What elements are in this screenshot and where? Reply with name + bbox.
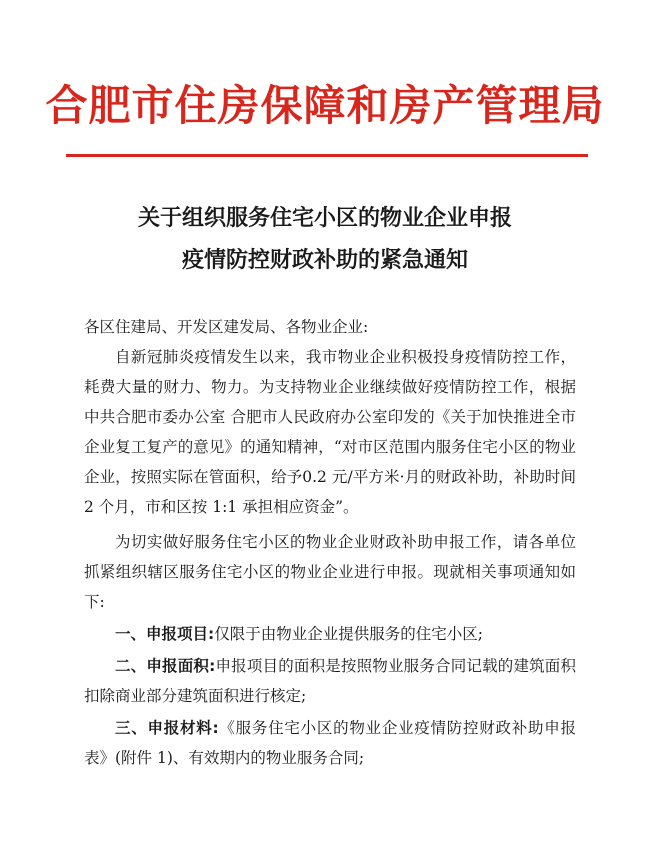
list-item-label: 三、申报材料:	[115, 719, 219, 737]
list-item-label: 二、申报面积:	[115, 657, 216, 675]
list-item-text: 申报项目的面积是按照物业服务合同记载的建筑面积扣除商业部分建筑面积进行核定;	[84, 657, 576, 705]
list-item-materials	[84, 713, 576, 773]
list-item-area	[84, 651, 576, 711]
list-item-project	[84, 619, 576, 649]
red-divider-line	[66, 154, 588, 157]
issuing-authority-header: 合肥市住房保障和房产管理局	[45, 81, 605, 130]
paragraph-instructions: 为切实做好服务住宅小区的物业企业财政补助申报工作，请各单位抓紧组织辖区服务住宅小区的物业企业进行申报。现就相关事项通知如下:	[84, 533, 576, 611]
document-body	[84, 312, 576, 773]
paragraph-background: 自新冠肺炎疫情发生以来，我市物业企业积极投身疫情防控工作，耗费大量的财力、物力。为支持物业企业继续做好疫情防控工作，根据中共合肥市委办公室 合肥市人民政府办公室印发的《关于加快推进全市企业复工复产的意见》的通知精神，“对市区范围内服务住宅小区的物业企业，按照实际在管面积，给予0.2 元/平方米·月的财政补助，补助时间 2 个月，市和区按 1:1 承担相应资金”。	[84, 348, 576, 516]
list-item-text: 仅限于由物业企业提供服务的住宅小区;	[214, 625, 483, 643]
document-title-line1: 关于组织服务住宅小区的物业企业申报	[137, 205, 512, 231]
salutation: 各区住建局、开发区建发局、各物业企业:	[84, 318, 369, 336]
list-item-label: 一、申报项目:	[115, 625, 215, 643]
document-title-line2: 疫情防控财政补助的紧急通知	[181, 247, 468, 273]
list-item-text: 《服务住宅小区的物业企业疫情防控财政补助申报表》(附件 1)、有效期内的物业服务合同;	[84, 719, 576, 767]
